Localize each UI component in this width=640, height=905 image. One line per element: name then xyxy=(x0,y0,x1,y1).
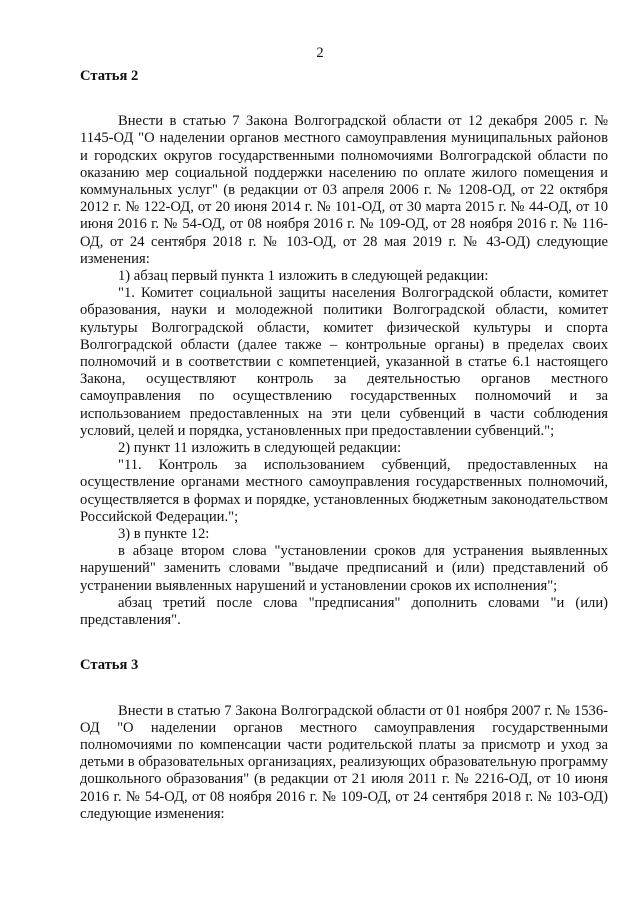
article-2-heading: Статья 2 xyxy=(80,68,139,84)
article-2-item-3-a: в абзаце втором слова "установлении сроков для устранения выявленных нарушений" заменить словами "выдаче предписаний и (или) представлений об устранении выявленных нарушений и установлении сроков их исполнения"; xyxy=(80,543,608,594)
article-3-heading: Статья 3 xyxy=(80,657,139,674)
article-2-item-1: 1) абзац первый пункта 1 изложить в следующей редакции: xyxy=(118,268,489,285)
article-2-item-1-text: "1. Комитет социальной защиты населения Волгоградской области, комитет образования, науки и молодежной политики Волгоградской области, комитет культуры Волгоградской области, комитет физической культуры и спорта Волгоградской области (далее также – контрольные органы) в пределах своих полномочий и в соответствии с компетенцией, указанной в статье 6.1 настоящего Закона, осуществляют контроль за деятельностью органов местного самоуправления по осуществлению государственных полномочий и за использованием предоставленных на эти цели субвенций в части соблюдения условий, целей и порядка, установленных при предоставлении субвенций."; xyxy=(80,285,608,439)
document-body xyxy=(80,68,608,823)
article-2-item-2-text: "11. Контроль за использованием субвенций, предоставленных на осуществление органами местного самоуправления государственных полномочий, осуществляется в формах и порядке, установленных бюджетным законодательством Российской Федерации."; xyxy=(80,457,608,525)
article-2-intro: Внести в статью 7 Закона Волгоградской области от 12 декабря 2005 г. № 1145-ОД "О наделении органов местного самоуправления муниципальных районов и городских округов государственными полномочиями Волгоградской области по оказанию мер социальной поддержки населению по оплате жилого помещения и коммунальных услуг" (в редакции от 03 апреля 2006 г. № 1208-ОД, от 22 октября 2012 г. № 122-ОД, от 20 июня 2014 г. № 101-ОД, от 30 марта 2015 г. № 44-ОД, от 10 июня 2016 г. № 54-ОД, от 08 ноября 2016 г. № 109-ОД, от 28 ноября 2016 г. № 116-ОД, от 24 сентября 2018 г. № 103-ОД, от 28 мая 2019 г. № 43-ОД) следующие изменения: xyxy=(80,113,608,267)
article-2-item-3: 3) в пункте 12: xyxy=(118,526,210,543)
page-number: 2 xyxy=(316,45,324,61)
article-2-item-2: 2) пункт 11 изложить в следующей редакции: xyxy=(118,440,402,457)
article-3-intro: Внести в статью 7 Закона Волгоградской области от 01 ноября 2007 г. № 1536-ОД "О наделении органов местного самоуправления государственными полномочиями по компенсации части родительской платы за присмотр и уход за детьми в образовательных организациях, реализующих образовательную программу дошкольного образования" (в редакции от 21 июля 2011 г. № 2216-ОД, от 10 июня 2016 г. № 54-ОД, от 08 ноября 2016 г. № 109-ОД, от 24 сентября 2018 г. № 103-ОД) следующие изменения: xyxy=(80,702,608,822)
article-2-item-3-b: абзац третий после слова "предписания" дополнить словами "и (или) представления". xyxy=(80,594,608,629)
